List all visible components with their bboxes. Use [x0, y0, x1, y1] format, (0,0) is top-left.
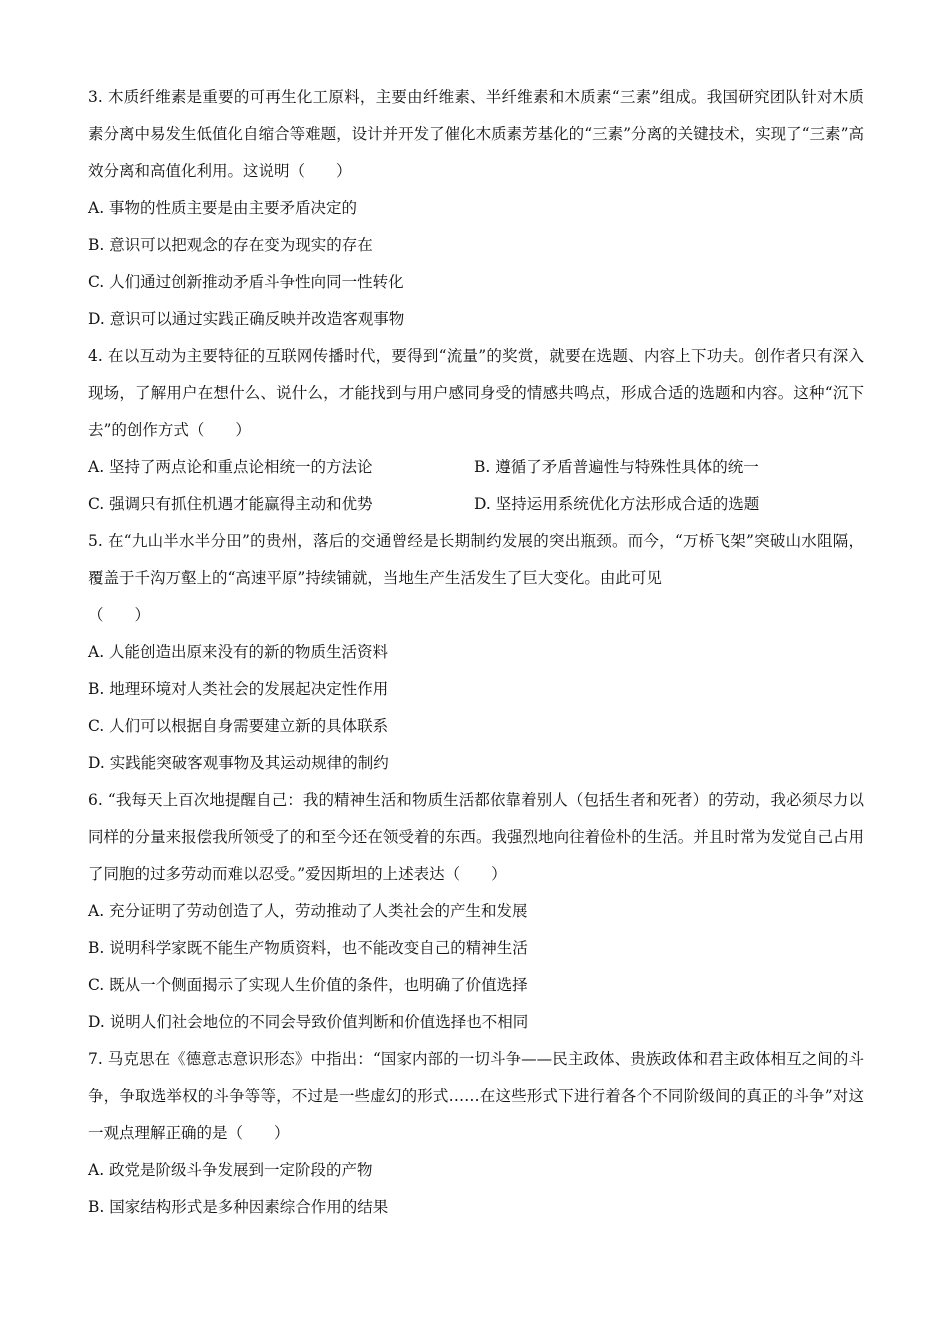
- question-7-option-b: B. 国家结构形式是多种因素综合作用的结果: [88, 1198, 389, 1216]
- question-6: [88, 782, 864, 1041]
- question-3-option-b: B. 意识可以把观念的存在变为现实的存在: [88, 236, 373, 254]
- question-6-option-d: D. 说明人们社会地位的不同会导致价值判断和价值选择也不相同: [88, 1013, 529, 1031]
- question-5-option-c: C. 人们可以根据自身需要建立新的具体联系: [88, 717, 389, 735]
- question-3: [88, 79, 864, 338]
- question-6-option-b: B. 说明科学家既不能生产物质资料，也不能改变自己的精神生活: [88, 939, 528, 957]
- question-7: [88, 1041, 864, 1226]
- question-4-stem: 4. 在以互动为主要特征的互联网传播时代，要得到“流量”的奖赏，就要在选题、内容上下功夫。创作者只有深入现场，了解用户在想什么、说什么，才能找到与用户感同身受的情感共鸣点，形成合适的选题和内容。这种“沉下去”的创作方式（ ）: [88, 347, 864, 439]
- question-5-option-a: A. 人能创造出原来没有的新的物质生活资料: [88, 643, 389, 661]
- question-5-stem: 5. 在“九山半水半分田”的贵州，落后的交通曾经是长期制约发展的突出瓶颈。而今，“万桥飞架”突破山水阻隔，覆盖于千沟万壑上的“高速平原”持续铺就，当地生产生活发生了巨大变化。由此可见: [88, 532, 864, 587]
- question-list: [88, 79, 864, 1226]
- question-3-option-c: C. 人们通过创新推动矛盾斗争性向同一性转化: [88, 273, 404, 291]
- question-3-stem: 3. 木质纤维素是重要的可再生化工原料，主要由纤维素、半纤维素和木质素“三素”组成。我国研究团队针对木质素分离中易发生低值化自缩合等难题，设计并开发了催化木质素芳基化的“三素”分离的关键技术，实现了“三素”高效分离和高值化利用。这说明（ ）: [88, 88, 864, 180]
- question-3-option-a: A. 事物的性质主要是由主要矛盾决定的: [88, 199, 358, 217]
- question-4-option-b: B. 遵循了矛盾普遍性与特殊性具体的统一: [474, 458, 759, 476]
- question-4: [88, 338, 864, 523]
- question-4-options-row-1: [88, 449, 864, 486]
- question-4-options-row-2: [88, 486, 864, 523]
- question-4-option-a: A. 坚持了两点论和重点论相统一的方法论: [88, 458, 373, 476]
- question-4-option-d: D. 坚持运用系统优化方法形成合适的选题: [474, 495, 760, 513]
- question-5: [88, 523, 864, 782]
- question-5-option-d: D. 实践能突破客观事物及其运动规律的制约: [88, 754, 389, 772]
- question-4-option-c: C. 强调只有抓住机遇才能赢得主动和优势: [88, 495, 373, 513]
- question-6-option-c: C. 既从一个侧面揭示了实现人生价值的条件，也明确了价值选择: [88, 976, 528, 994]
- question-3-option-d: D. 意识可以通过实践正确反映并改造客观事物: [88, 310, 405, 328]
- question-5-option-b: B. 地理环境对人类社会的发展起决定性作用: [88, 680, 389, 698]
- question-7-option-a: A. 政党是阶级斗争发展到一定阶段的产物: [88, 1161, 373, 1179]
- question-5-answer-blank: （ ）: [88, 606, 151, 624]
- question-7-stem: 7. 马克思在《德意志意识形态》中指出：“国家内部的一切斗争——民主政体、贵族政体和君主政体相互之间的斗争，争取选举权的斗争等等，不过是一些虚幻的形式……在这些形式下进行着各个不同阶级间的真正的斗争”对这一观点理解正确的是（ ）: [88, 1050, 864, 1142]
- question-6-option-a: A. 充分证明了劳动创造了人，劳动推动了人类社会的产生和发展: [88, 902, 528, 920]
- question-6-stem: 6. “我每天上百次地提醒自己：我的精神生活和物质生活都依靠着别人（包括生者和死者）的劳动，我必须尽力以同样的分量来报偿我所领受了的和至今还在领受着的东西。我强烈地向往着俭朴的生活。并且时常为发觉自己占用了同胞的过多劳动而难以忍受。”爱因斯坦的上述表达（ ）: [88, 791, 864, 883]
